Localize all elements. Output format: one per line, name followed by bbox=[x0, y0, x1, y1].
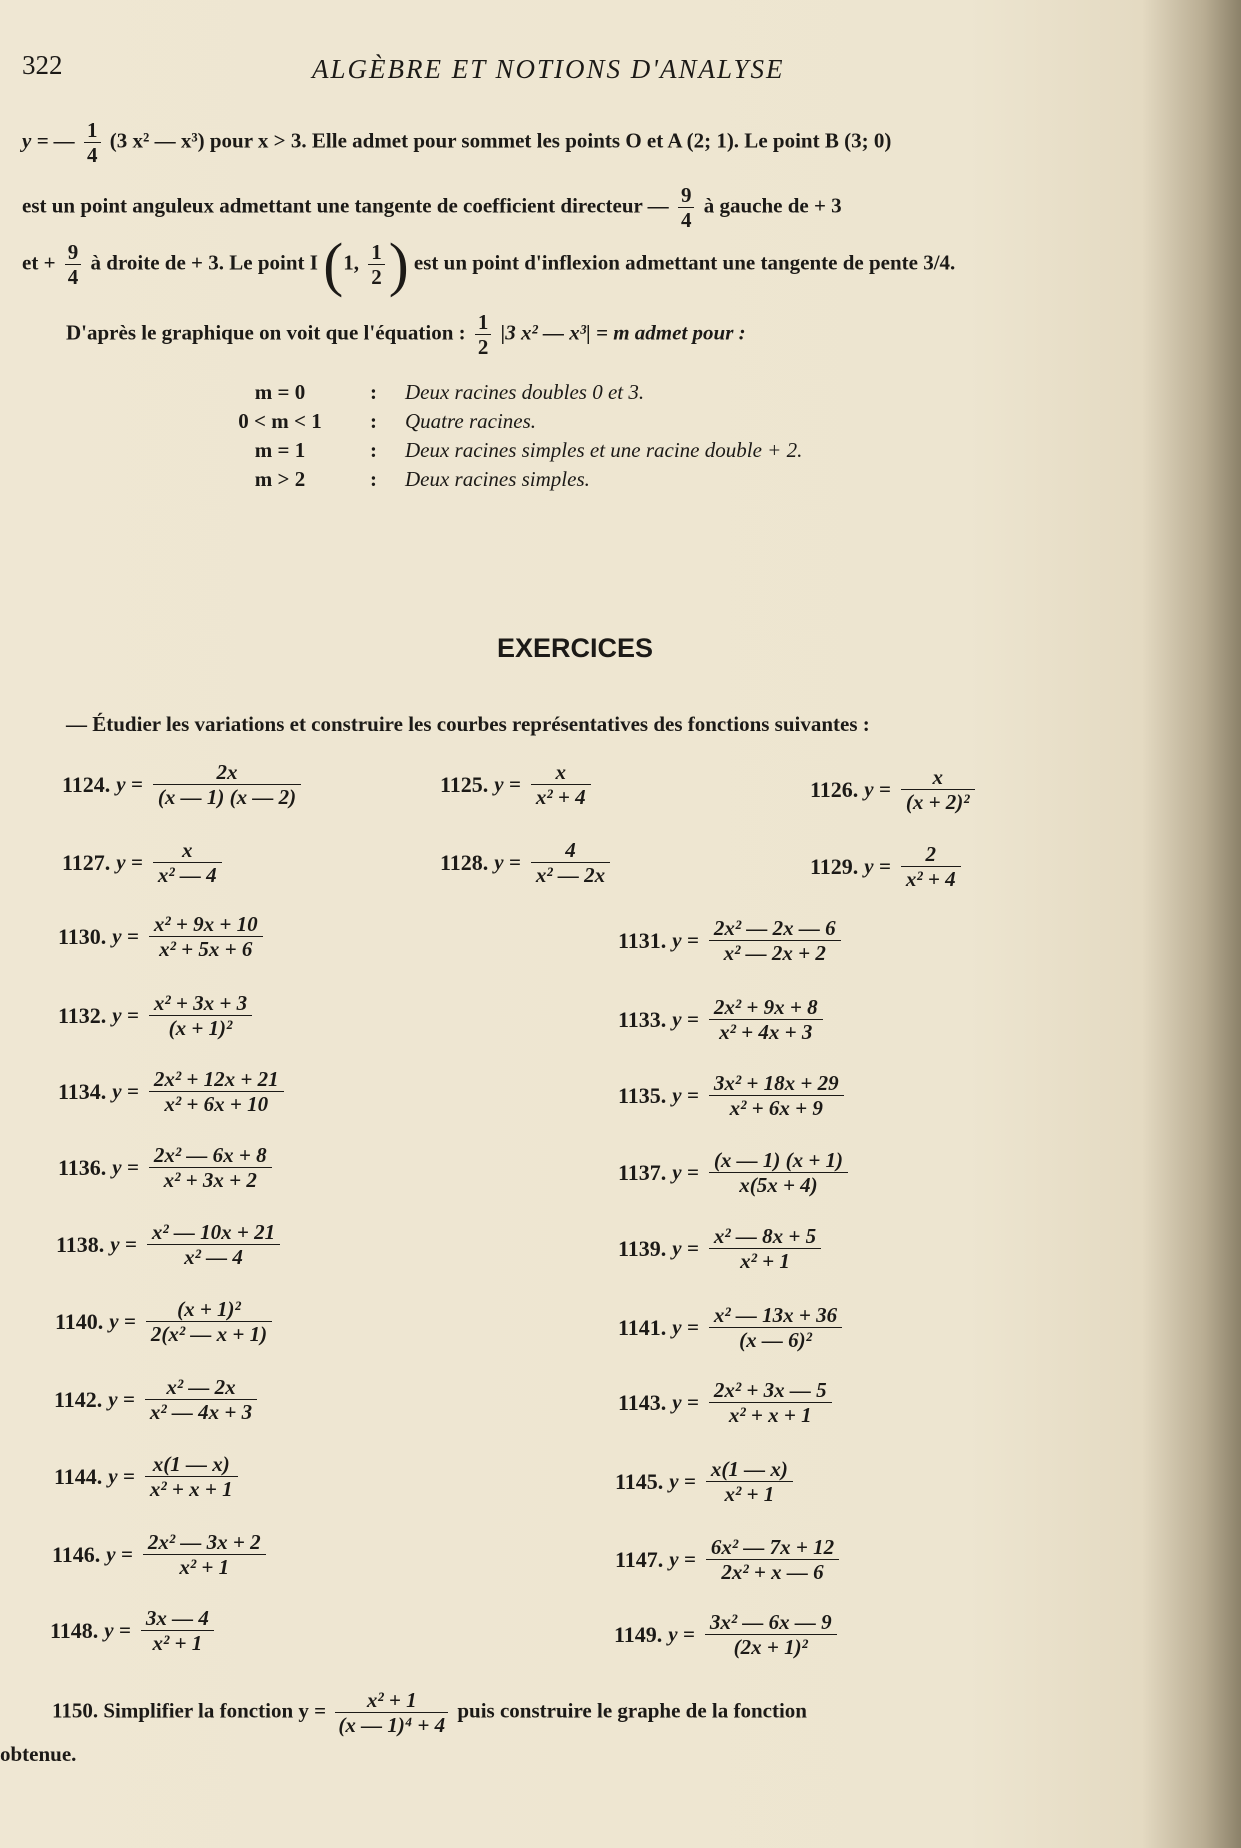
exercise-item bbox=[618, 1071, 848, 1120]
equation-lhs: y = bbox=[668, 1622, 695, 1647]
numerator: x(1 — x) bbox=[145, 1452, 238, 1477]
text-line-2 bbox=[22, 183, 842, 232]
equation-lhs: y = bbox=[112, 1079, 139, 1104]
case-row bbox=[0, 438, 1000, 464]
exercise-item bbox=[62, 838, 226, 887]
equation-lhs: y = bbox=[864, 777, 891, 802]
text-fragment: Simplifier la fonction y = bbox=[103, 1698, 327, 1723]
denominator: x² — 2x bbox=[535, 863, 606, 888]
numerator: 9 bbox=[65, 240, 82, 265]
exercise-item bbox=[440, 838, 614, 887]
equation-lhs: y = bbox=[104, 1618, 131, 1643]
text-fragment: D'après le graphique on voit que l'équation : bbox=[66, 320, 466, 345]
fraction bbox=[901, 842, 961, 891]
exercise-number: 1130. bbox=[58, 923, 107, 949]
denominator: x² — 4 bbox=[157, 863, 217, 888]
numerator: 2x² + 9x + 8 bbox=[709, 995, 823, 1020]
denominator: x² + 4x + 3 bbox=[719, 1020, 813, 1045]
exercise-item bbox=[618, 1303, 846, 1352]
equation-lhs: y = bbox=[110, 1232, 137, 1257]
numerator: (x — 1) (x + 1) bbox=[709, 1148, 848, 1173]
case-condition: 0 < m < 1 bbox=[238, 409, 322, 433]
exercise-item bbox=[62, 760, 305, 809]
text-line-1 bbox=[22, 118, 891, 167]
equation-lhs: y = bbox=[112, 1003, 139, 1028]
exercise-item bbox=[54, 1375, 261, 1424]
denominator: x² + 4 bbox=[905, 867, 956, 892]
text-line-4 bbox=[66, 310, 746, 359]
equation-lhs: y = bbox=[672, 1390, 699, 1415]
exercise-item bbox=[440, 760, 595, 809]
equation-lhs: y = bbox=[106, 1542, 133, 1567]
exercise-number: 1143. bbox=[618, 1389, 667, 1415]
equation-lhs: y = bbox=[116, 772, 143, 797]
case-condition: m = 0 bbox=[254, 380, 306, 404]
numerator: 2x² — 2x — 6 bbox=[709, 916, 841, 941]
exercise-number: 1131. bbox=[618, 927, 667, 953]
equation-lhs: y = bbox=[108, 1464, 135, 1489]
equation-lhs: y = bbox=[672, 1315, 699, 1340]
fraction bbox=[531, 838, 610, 887]
case-separator: : bbox=[370, 438, 377, 462]
case-row bbox=[0, 380, 1000, 406]
exercise-item bbox=[618, 1148, 852, 1197]
fraction bbox=[706, 1457, 793, 1506]
denominator: (x — 1) (x — 2) bbox=[157, 785, 297, 810]
fraction bbox=[141, 1606, 214, 1655]
exercise-number: 1125. bbox=[440, 771, 489, 797]
case-separator: : bbox=[370, 467, 377, 491]
running-title: ALGÈBRE ET NOTIONS D'ANALYSE bbox=[312, 54, 785, 84]
equation-lhs: y = bbox=[672, 1007, 699, 1032]
exercise-number: 1136. bbox=[58, 1154, 107, 1180]
numerator: 1 bbox=[475, 310, 492, 335]
denominator: 4 bbox=[680, 208, 692, 233]
numerator: x² + 9x + 10 bbox=[149, 912, 263, 937]
exercise-number: 1134. bbox=[58, 1078, 107, 1104]
denominator: x² + 6x + 10 bbox=[164, 1092, 269, 1117]
exercise-item bbox=[618, 1378, 836, 1427]
fraction bbox=[705, 1610, 837, 1659]
exercise-number: 1142. bbox=[54, 1386, 103, 1412]
exercise-1150-continuation: obtenue. bbox=[0, 1742, 77, 1766]
exercise-item bbox=[615, 1535, 843, 1584]
denominator: 4 bbox=[67, 265, 79, 290]
paren-close: ) bbox=[388, 231, 409, 298]
denominator: 2(x² — x + 1) bbox=[150, 1322, 268, 1347]
exercise-number: 1135. bbox=[618, 1082, 667, 1108]
numerator: x² + 1 bbox=[335, 1688, 448, 1713]
fraction bbox=[706, 1535, 839, 1584]
exercise-number: 1128. bbox=[440, 849, 489, 875]
denominator: x² + 1 bbox=[724, 1482, 775, 1507]
equation-lhs: y = bbox=[669, 1469, 696, 1494]
text-fragment: est un point anguleux admettant une tangente de coefficient directeur — bbox=[22, 193, 669, 218]
denominator: 4 bbox=[87, 143, 98, 168]
numerator: 2x² + 12x + 21 bbox=[149, 1067, 284, 1092]
denominator: x² — 4 bbox=[184, 1245, 243, 1270]
numerator: 3x — 4 bbox=[141, 1606, 214, 1631]
exercises-heading: EXERCICES bbox=[496, 633, 654, 663]
exercise-number: 1138. bbox=[56, 1231, 105, 1257]
denominator: x² + 1 bbox=[152, 1631, 203, 1656]
text-fragment: 1, bbox=[343, 250, 359, 275]
exercise-item bbox=[618, 1224, 825, 1273]
denominator: x² + 5x + 6 bbox=[159, 937, 253, 962]
fraction bbox=[901, 765, 975, 814]
exercise-item bbox=[58, 1067, 288, 1116]
fraction bbox=[678, 183, 695, 232]
exercise-number: 1129. bbox=[810, 853, 859, 879]
exercise-item bbox=[54, 1452, 242, 1501]
exercise-item bbox=[615, 1457, 797, 1506]
exercise-item bbox=[618, 995, 827, 1044]
text-fragment: y = — bbox=[22, 128, 75, 153]
equation-lhs: y = bbox=[112, 924, 139, 949]
text-line-3 bbox=[22, 231, 956, 298]
exercise-number: 1124. bbox=[62, 771, 111, 797]
numerator: 2 bbox=[901, 842, 961, 867]
numerator: 2x² — 3x + 2 bbox=[143, 1530, 266, 1555]
denominator: x² + 1 bbox=[740, 1249, 790, 1274]
exercise-item bbox=[55, 1297, 276, 1346]
exercise-number: 1139. bbox=[618, 1235, 667, 1261]
numerator: x² + 3x + 3 bbox=[149, 991, 252, 1016]
exercise-number: 1132. bbox=[58, 1002, 107, 1028]
exercise-number: 1127. bbox=[62, 849, 111, 875]
exercise-number: 1148. bbox=[50, 1617, 99, 1643]
fraction bbox=[147, 1220, 280, 1269]
case-separator: : bbox=[370, 380, 377, 404]
exercise-number: 1146. bbox=[52, 1541, 101, 1567]
numerator: 6x² — 7x + 12 bbox=[706, 1535, 839, 1560]
exercise-item bbox=[614, 1610, 841, 1659]
text-fragment: et + bbox=[22, 250, 56, 275]
numerator: 4 bbox=[531, 838, 610, 863]
equation-lhs: y = bbox=[669, 1547, 696, 1572]
fraction bbox=[475, 310, 492, 359]
case-text: Quatre racines. bbox=[405, 409, 537, 433]
numerator: (x + 1)² bbox=[146, 1297, 272, 1322]
equation-lhs: y = bbox=[494, 850, 521, 875]
fraction bbox=[335, 1688, 448, 1737]
fraction bbox=[709, 1378, 832, 1427]
case-row bbox=[0, 467, 1000, 493]
exercise-number: 1137. bbox=[618, 1159, 667, 1185]
exercise-number: 1147. bbox=[615, 1546, 664, 1572]
equation-lhs: y = bbox=[108, 1387, 135, 1412]
equation-lhs: y = bbox=[672, 1160, 699, 1185]
denominator: x² + 3x + 2 bbox=[163, 1168, 257, 1193]
numerator: x² — 13x + 36 bbox=[709, 1303, 842, 1328]
denominator: 2 bbox=[477, 335, 489, 360]
fraction bbox=[149, 912, 263, 961]
text-fragment: est un point d'inflexion admettant une tangente de pente 3/4. bbox=[413, 250, 956, 275]
exercise-number: 1141. bbox=[618, 1314, 667, 1340]
text-fragment: |3 x² — x³| = m admet pour : bbox=[500, 320, 746, 345]
text-fragment: (3 x² — x³) pour x > 3. Elle admet pour sommet les points O et A (2; 1). Le point B (3; 0) bbox=[109, 128, 892, 153]
fraction bbox=[709, 1148, 848, 1197]
denominator: x² + x + 1 bbox=[149, 1477, 233, 1502]
text-fragment: puis construire le graphe de la fonction bbox=[457, 1698, 807, 1723]
fraction bbox=[709, 1224, 821, 1273]
fraction bbox=[149, 1143, 272, 1192]
fraction bbox=[368, 240, 385, 289]
fraction bbox=[709, 1071, 844, 1120]
exercise-number: 1126. bbox=[810, 776, 859, 802]
case-text: Deux racines simples et une racine double + 2. bbox=[405, 438, 803, 462]
denominator: (x — 6)² bbox=[739, 1328, 812, 1353]
exercise-number: 1133. bbox=[618, 1006, 667, 1032]
fraction bbox=[149, 991, 252, 1040]
numerator: 2x² — 6x + 8 bbox=[149, 1143, 272, 1168]
fraction bbox=[65, 240, 82, 289]
numerator: x bbox=[901, 765, 975, 790]
numerator: x bbox=[531, 760, 591, 785]
denominator: x² + x + 1 bbox=[728, 1403, 812, 1428]
equation-lhs: y = bbox=[864, 854, 891, 879]
numerator: x² — 2x bbox=[145, 1375, 257, 1400]
numerator: 2x² + 3x — 5 bbox=[709, 1378, 832, 1403]
equation-lhs: y = bbox=[112, 1155, 139, 1180]
exercise-item bbox=[58, 912, 267, 961]
numerator: 3x² + 18x + 29 bbox=[709, 1071, 844, 1096]
fraction bbox=[153, 760, 301, 809]
denominator: x(5x + 4) bbox=[739, 1173, 818, 1198]
equation-lhs: y = bbox=[109, 1309, 136, 1334]
fraction bbox=[145, 1375, 257, 1424]
numerator: 1 bbox=[368, 240, 385, 265]
exercises-instructions: — Étudier les variations et construire les courbes représentatives des fonctions suivantes : bbox=[66, 712, 870, 736]
equation-lhs: y = bbox=[672, 1083, 699, 1108]
exercise-item bbox=[810, 842, 965, 891]
fraction bbox=[149, 1067, 284, 1116]
denominator: 2x² + x — 6 bbox=[721, 1560, 824, 1585]
numerator: x² — 10x + 21 bbox=[147, 1220, 280, 1245]
equation-lhs: y = bbox=[494, 772, 521, 797]
exercise-number: 1140. bbox=[55, 1308, 104, 1334]
case-condition: m = 1 bbox=[254, 438, 306, 462]
text-fragment: à droite de + 3. Le point I bbox=[90, 250, 318, 275]
fraction bbox=[709, 995, 823, 1044]
fraction bbox=[531, 760, 591, 809]
case-text: Deux racines doubles 0 et 3. bbox=[405, 380, 645, 404]
exercise-item bbox=[810, 765, 979, 814]
exercise-1150 bbox=[52, 1688, 807, 1737]
case-separator: : bbox=[370, 409, 377, 433]
denominator: x² — 2x + 2 bbox=[723, 941, 826, 966]
exercise-item bbox=[58, 991, 256, 1040]
page-number: 322 bbox=[22, 50, 63, 80]
denominator: (2x + 1)² bbox=[733, 1635, 808, 1660]
case-condition: m > 2 bbox=[254, 467, 306, 491]
case-text: Deux racines simples. bbox=[405, 467, 590, 491]
paren-open: ( bbox=[323, 231, 344, 298]
fraction bbox=[146, 1297, 272, 1346]
fraction bbox=[709, 916, 841, 965]
denominator: (x + 2)² bbox=[905, 790, 970, 815]
numerator: 9 bbox=[678, 183, 695, 208]
numerator: 1 bbox=[84, 118, 101, 143]
equation-lhs: y = bbox=[116, 850, 143, 875]
denominator: (x — 1)⁴ + 4 bbox=[338, 1713, 446, 1738]
exercise-number: 1149. bbox=[614, 1621, 663, 1647]
denominator: 2 bbox=[371, 265, 382, 290]
exercise-item bbox=[618, 916, 845, 965]
denominator: x² — 4x + 3 bbox=[149, 1400, 253, 1425]
exercise-item bbox=[58, 1143, 276, 1192]
denominator: (x + 1)² bbox=[168, 1016, 233, 1041]
exercise-item bbox=[52, 1530, 270, 1579]
numerator: 3x² — 6x — 9 bbox=[705, 1610, 837, 1635]
fraction bbox=[84, 118, 101, 167]
denominator: x² + 6x + 9 bbox=[729, 1096, 823, 1121]
exercise-number: 1144. bbox=[54, 1463, 103, 1489]
exercise-item bbox=[50, 1606, 218, 1655]
fraction bbox=[143, 1530, 266, 1579]
denominator: x² + 4 bbox=[535, 785, 586, 810]
equation-lhs: y = bbox=[672, 1236, 699, 1261]
fraction bbox=[709, 1303, 842, 1352]
text-fragment: à gauche de + 3 bbox=[703, 193, 842, 218]
fraction bbox=[145, 1452, 238, 1501]
exercise-item bbox=[56, 1220, 284, 1269]
numerator: x(1 — x) bbox=[706, 1457, 793, 1482]
case-row bbox=[0, 409, 1000, 435]
numerator: 2x bbox=[153, 760, 301, 785]
denominator: x² + 1 bbox=[179, 1555, 230, 1580]
numerator: x² — 8x + 5 bbox=[709, 1224, 821, 1249]
fraction bbox=[153, 838, 222, 887]
exercise-number: 1150. bbox=[52, 1698, 99, 1723]
equation-lhs: y = bbox=[672, 928, 699, 953]
numerator: x bbox=[153, 838, 222, 863]
exercise-number: 1145. bbox=[615, 1468, 664, 1494]
